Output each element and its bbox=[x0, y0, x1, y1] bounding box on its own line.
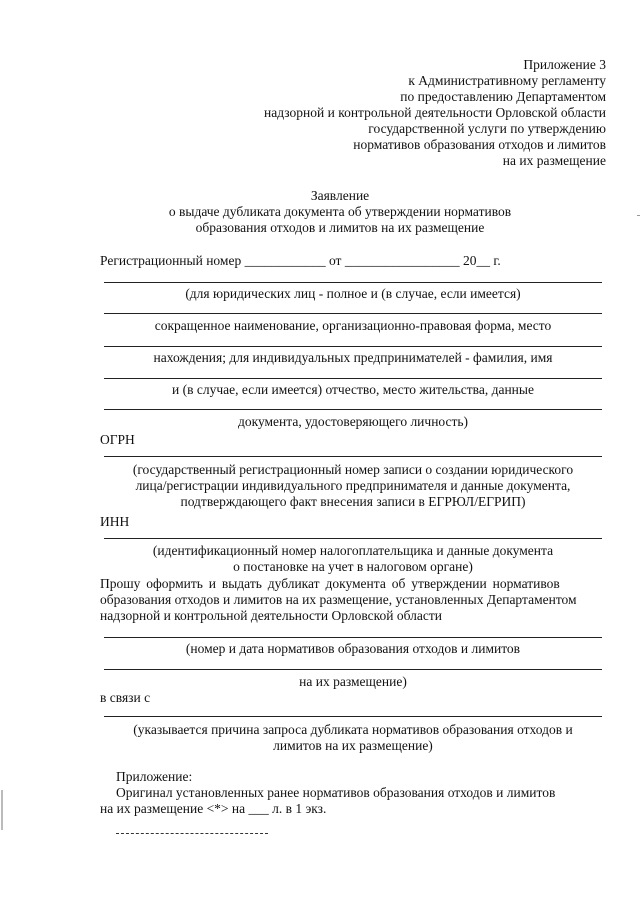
document-title bbox=[100, 188, 580, 236]
scan-edge-mark bbox=[1, 790, 3, 830]
norms-fill-line[interactable] bbox=[104, 637, 602, 638]
request-text-line: образования отходов и лимитов на их размещение, установленных Департаментом bbox=[100, 592, 577, 607]
applicant-caption: документа, удостоверяющего личность) bbox=[237, 414, 469, 429]
ogrn-caption: (государственный регистрационный номер записи о создании юридического bbox=[132, 462, 574, 477]
reason-caption: лимитов на их размещение) bbox=[273, 738, 433, 753]
applicant-fill-line[interactable] bbox=[104, 282, 602, 283]
registration-from: от bbox=[328, 253, 342, 268]
applicant-fill-line[interactable] bbox=[104, 346, 602, 347]
appendix-line: Приложение 3 bbox=[523, 57, 606, 72]
reason-fill-line[interactable] bbox=[104, 716, 602, 717]
ogrn-label: ОГРН bbox=[100, 432, 135, 447]
title-line: о выдаче дубликата документа об утверждении нормативов bbox=[168, 204, 512, 219]
applicant-fill-line[interactable] bbox=[104, 378, 602, 379]
title-line: Заявление bbox=[310, 188, 370, 203]
applicant-caption: нахождения; для индивидуальных предпринимателей - фамилия, имя bbox=[153, 350, 553, 365]
appendix-line: нормативов образования отходов и лимитов bbox=[353, 137, 606, 152]
registration-line bbox=[100, 253, 501, 269]
request-text-line: Прошу оформить и выдать дубликат документа об утверждении нормативов bbox=[100, 576, 560, 591]
ogrn-caption: подтверждающего факт внесения записи в ЕГРЮЛ/ЕГРИП) bbox=[180, 494, 526, 509]
registration-label: Регистрационный номер bbox=[100, 253, 242, 268]
appendix-line: к Административному регламенту bbox=[408, 73, 606, 88]
appendix-line: на их размещение bbox=[502, 153, 606, 168]
inn-caption: (идентификационный номер налогоплательщика и данные документа bbox=[152, 543, 554, 558]
applicant-caption: сокращенное наименование, организационно-правовая форма, место bbox=[154, 318, 552, 333]
reason-caption: (указывается причина запроса дубликата нормативов образования отходов и bbox=[133, 722, 573, 737]
title-line: образования отходов и лимитов на их размещение bbox=[195, 220, 485, 235]
registration-year: 20__ г. bbox=[462, 253, 501, 268]
footnote-separator bbox=[116, 833, 268, 834]
attachment-heading: Приложение: bbox=[116, 769, 193, 784]
norms-fill-line[interactable] bbox=[104, 669, 602, 670]
attachment-line: на их размещение <*> на ___ л. в 1 экз. bbox=[100, 801, 327, 816]
applicant-fill-line[interactable] bbox=[104, 313, 602, 314]
appendix-line: по предоставлению Департаментом bbox=[400, 89, 606, 104]
appendix-line: надзорной и контрольной деятельности Орловской области bbox=[264, 105, 606, 120]
inn-fill-line[interactable] bbox=[104, 538, 602, 539]
inn-label: ИНН bbox=[100, 514, 130, 529]
applicant-fill-line[interactable] bbox=[104, 409, 602, 410]
ogrn-caption: лица/регистрации индивидуального предпринимателя и данные документа, bbox=[135, 478, 571, 493]
norms-caption: (номер и дата нормативов образования отходов и лимитов bbox=[185, 641, 521, 656]
norms-caption: на их размещение) bbox=[299, 674, 407, 689]
reason-label: в связи с bbox=[100, 690, 151, 705]
appendix-line: государственной услуги по утверждению bbox=[368, 121, 606, 136]
appendix-header bbox=[186, 57, 606, 169]
inn-caption: о постановке на учет в налоговом органе) bbox=[233, 559, 473, 574]
attachment-line: Оригинал установленных ранее нормативов образования отходов и лимитов bbox=[116, 785, 556, 800]
applicant-caption: и (в случае, если имеется) отчество, место жительства, данные bbox=[172, 382, 534, 397]
registration-number-blank[interactable]: ____________ bbox=[244, 253, 326, 268]
applicant-caption: (для юридических лиц - полное и (в случае, если имеется) bbox=[185, 286, 521, 301]
ogrn-fill-line[interactable] bbox=[104, 456, 602, 457]
request-text-line: надзорной и контрольной деятельности Орловской области bbox=[100, 608, 442, 623]
registration-date-blank[interactable]: _________________ bbox=[344, 253, 460, 268]
